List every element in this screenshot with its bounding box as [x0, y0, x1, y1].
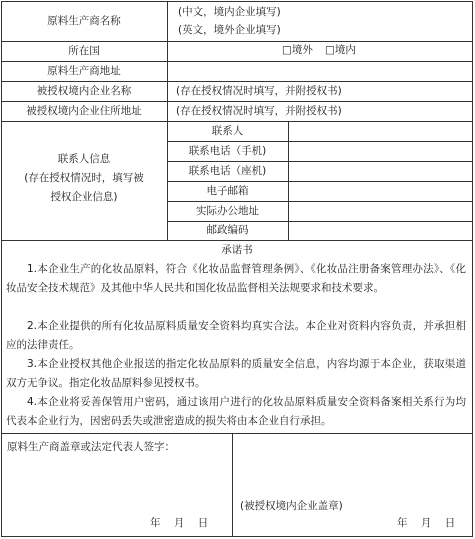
contact-postcode-label: 邮政编码 — [206, 224, 249, 236]
contact-info-note-1: (存在授权情况时，填写被 — [24, 172, 144, 184]
contact-office-address-label: 实际办公地址 — [196, 204, 259, 217]
producer-name-label: 原料生产商名称 — [47, 14, 121, 27]
producer-address-field[interactable] — [168, 62, 472, 80]
authorized-enterprise-name-label: 被授权境内企业名称 — [36, 84, 132, 97]
checkbox-domestic[interactable]: □境内 — [325, 44, 356, 56]
contact-info-note-2: 授权企业信息) — [50, 191, 118, 203]
authorized-enterprise-seal-label: (被授权境内企业盖章) — [240, 500, 343, 512]
producer-address-label: 原料生产商地址 — [47, 64, 121, 77]
producer-name-en-hint[interactable]: (英文，境外企业填写) — [178, 24, 281, 36]
contact-mobile-label: 联系电话（手机) — [188, 144, 267, 157]
commitment-paragraph-4: 4.本企业将妥善保管用户密码，通过该用户进行的化妆品原料质量安全资料备案相关系行为均代表本企业行为，因密码丢失或泄密造成的损失将由本企业自行承担。 — [6, 396, 466, 427]
contact-landline-field[interactable] — [289, 162, 472, 180]
contact-email-label: 电子邮箱 — [206, 184, 249, 197]
contact-info-title: 联系人信息 — [57, 153, 111, 165]
producer-name-cn-hint[interactable]: (中文，境内企业填写) — [178, 6, 281, 18]
commitment-paragraph-1: 1.本企业生产的化妆品原料，符合《化妆品监督管理条例》、《化妆品注册备案管理办法》、《化妆品安全技术规范》及其他中华人民共和国化妆品监督相关法规要求和技术要求。 — [6, 263, 466, 294]
contact-mobile-field[interactable] — [289, 142, 472, 160]
contact-info-label — [1, 150, 167, 210]
authorized-enterprise-name-hint[interactable]: (存在授权情况时填写，并附授权书) — [176, 84, 342, 97]
contact-person-label: 联系人 — [211, 124, 244, 137]
contact-office-address-field[interactable] — [289, 202, 472, 220]
row-divider — [1, 433, 473, 434]
commitment-paragraph-2: 2.本企业提供的所有化妆品原料质量安全资料均真实合法。本企业对资料内容负责，并承担相应的法律责任。 — [6, 320, 466, 351]
checkbox-foreign[interactable]: □境外 — [282, 44, 313, 56]
commitment-paragraph-3: 3.本企业授权其他企业报送的指定化妆品原料的质量安全信息，内容均源于本企业，获取渠道双方无争议。指定化妆品原料参见授权书。 — [6, 358, 466, 389]
contact-landline-label: 联系电话（座机) — [188, 164, 267, 177]
contact-person-field[interactable] — [289, 122, 472, 140]
producer-signature-date[interactable]: 年 月 日 — [150, 517, 209, 529]
commitment-title: 承诺书 — [221, 243, 253, 256]
authorized-enterprise-seal-date[interactable]: 年 月 日 — [397, 517, 456, 529]
authorized-enterprise-address-hint[interactable]: (存在授权情况时填写，并附授权书) — [176, 104, 342, 117]
country-label: 所在国 — [68, 44, 100, 57]
contact-postcode-field[interactable] — [289, 222, 472, 239]
authorized-enterprise-address-label: 被授权境内企业住所地址 — [26, 104, 142, 117]
contact-email-field[interactable] — [289, 182, 472, 200]
producer-signature-label: 原料生产商盖章或法定代表人签字： — [7, 441, 175, 453]
col-divider — [232, 433, 233, 537]
